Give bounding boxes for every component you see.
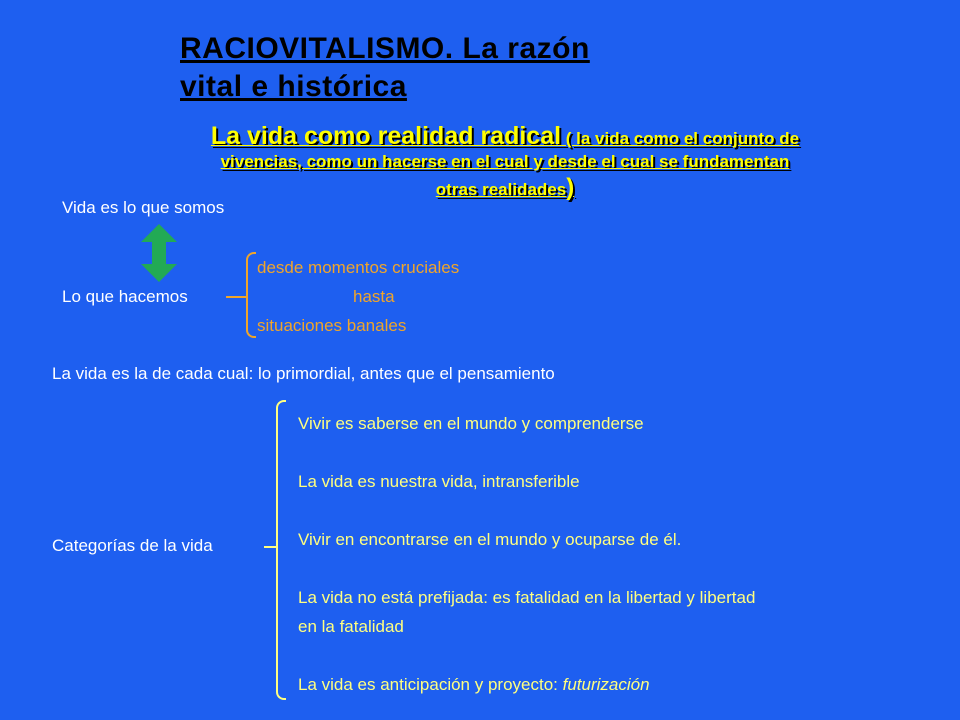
- vida-cada-cual-text: La vida es la de cada cual: lo primordial, antes que el pensamiento: [52, 364, 555, 383]
- connector-line: [226, 296, 246, 298]
- title-line-2: vital e histórica: [180, 70, 407, 103]
- categoria-item-5-text: La vida es anticipación y proyecto:: [298, 675, 563, 694]
- futurizacion-text: futurización: [562, 675, 650, 694]
- subtitle-line-2: vivencias, como un hacerse en el cual y desde el cual se fundamentan: [220, 152, 790, 171]
- categoria-item-5: [298, 675, 650, 695]
- categoria-item-3: Vivir en encontrarse en el mundo y ocuparse de él.: [298, 530, 682, 549]
- categoria-item-4: La vida no está prefijada: es fatalidad en la libertad y libertad: [298, 588, 756, 607]
- momentos-1: desde momentos cruciales: [257, 258, 460, 277]
- momentos-3: situaciones banales: [257, 316, 407, 335]
- subtitle: [115, 122, 895, 201]
- connector-line-2: [264, 546, 276, 548]
- brace-momentos: [246, 252, 256, 338]
- categoria-item-2: La vida es nuestra vida, intransferible: [298, 472, 580, 491]
- categoria-item-4-cont: en la fatalidad: [298, 617, 404, 636]
- subtitle-paren-open: ( la vida como el conjunto de: [561, 129, 800, 148]
- vida-es-text: Vida es lo que somos: [62, 198, 225, 217]
- momentos-2: hasta: [353, 287, 395, 306]
- subtitle-paren-close: ): [566, 174, 575, 201]
- brace-categorias: [276, 400, 286, 700]
- categorias-label: Categorías de la vida: [52, 536, 213, 555]
- subtitle-line-3: otras realidades: [435, 180, 567, 199]
- title-line-1: RACIOVITALISMO. La razón: [180, 32, 590, 65]
- subtitle-main: La vida como realidad radical: [210, 122, 562, 150]
- lo-que-hacemos-text: Lo que hacemos: [62, 287, 188, 306]
- double-arrow-icon: [139, 222, 179, 284]
- categoria-item-1: Vivir es saberse en el mundo y comprenderse: [298, 414, 644, 433]
- page-title: [180, 30, 680, 106]
